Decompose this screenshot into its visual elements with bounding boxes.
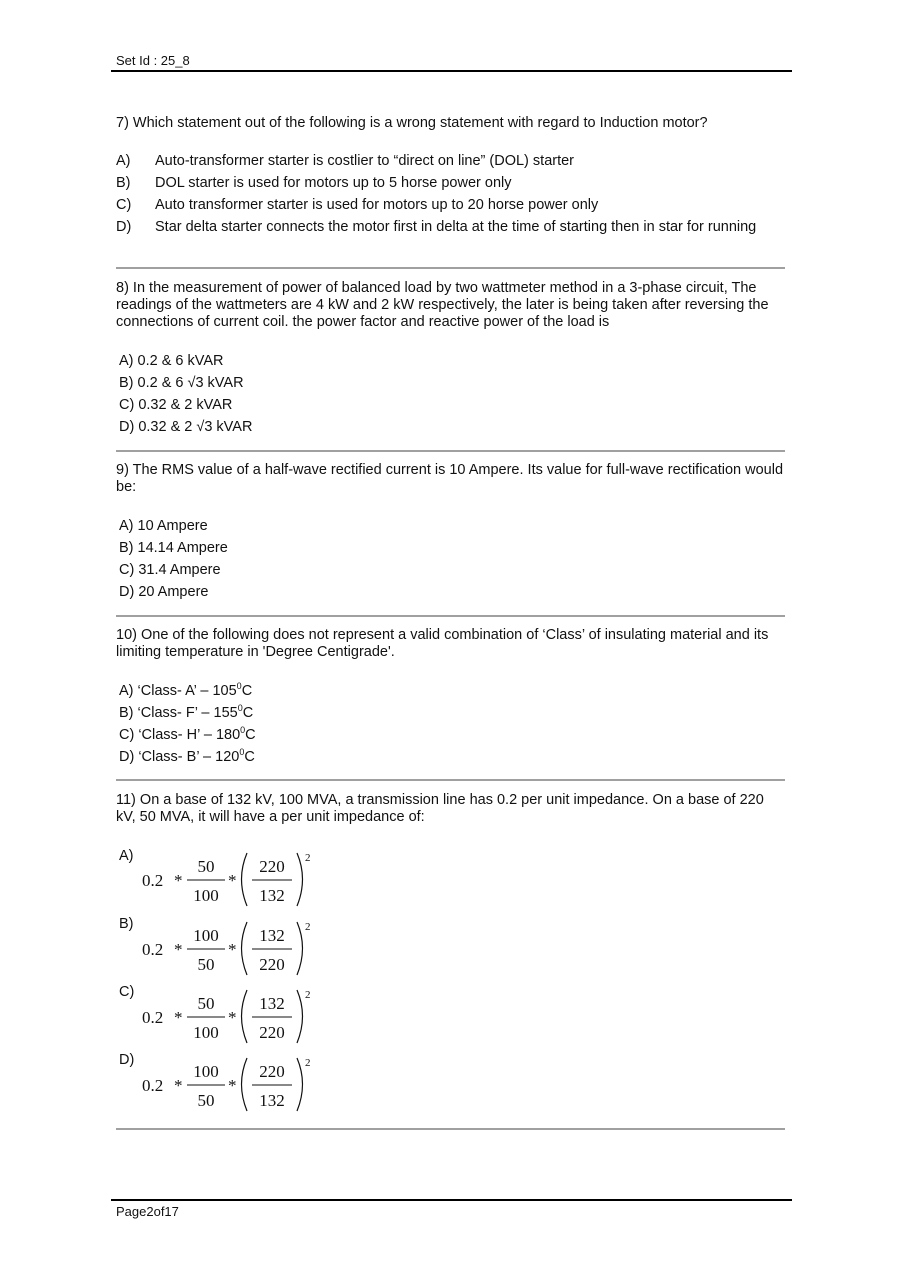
fraction-denominator: 132 bbox=[259, 1091, 285, 1110]
fraction-numerator: 132 bbox=[259, 926, 285, 945]
option-letter: B) bbox=[116, 175, 131, 191]
question-7-text: 7) Which statement out of the following is a wrong statement with regard to Induction motor? bbox=[116, 115, 708, 131]
fraction-numerator: 100 bbox=[193, 926, 219, 945]
left-paren bbox=[242, 1058, 248, 1111]
question-10-text: 10) One of the following does not represent a valid combination of ‘Class’ of insulating material and its limiting temperature in 'Degree Centigrade'. bbox=[116, 627, 769, 660]
q11-option-b-formula bbox=[140, 919, 320, 979]
question-7-options bbox=[116, 153, 786, 259]
fraction-numerator: 220 bbox=[259, 857, 285, 876]
fraction-denominator: 50 bbox=[197, 1091, 215, 1110]
q10-option-a bbox=[119, 683, 252, 700]
fraction-denominator: 220 bbox=[259, 1023, 285, 1042]
right-paren bbox=[297, 990, 303, 1043]
q8-option-b: B) 0.2 & 6 √3 kVAR bbox=[119, 375, 244, 391]
question-divider bbox=[116, 615, 785, 617]
degree-superscript: 0 bbox=[239, 747, 245, 757]
header-rule bbox=[111, 70, 792, 72]
option-unit: C bbox=[245, 727, 256, 743]
formula-coefficient: 0.2 bbox=[142, 1008, 164, 1027]
formula-coefficient: 0.2 bbox=[142, 940, 164, 959]
q10-option-b bbox=[119, 705, 253, 722]
degree-superscript: 0 bbox=[240, 725, 246, 735]
q11-option-d-letter: D) bbox=[119, 1052, 135, 1068]
formula-operator: * bbox=[174, 940, 183, 959]
option-text: C) ‘Class- H’ – 180 bbox=[119, 727, 241, 743]
fraction-denominator: 220 bbox=[259, 955, 285, 974]
footer-rule bbox=[111, 1199, 792, 1201]
set-id: Set Id : 25_8 bbox=[116, 53, 190, 68]
option-letter: C) bbox=[116, 197, 132, 213]
fraction-numerator: 100 bbox=[193, 1062, 219, 1081]
formula-operator: * bbox=[228, 1008, 237, 1027]
question-divider bbox=[116, 450, 785, 452]
option-text: Star delta starter connects the motor first in delta at the time of starting then in star for running bbox=[155, 219, 757, 235]
q11-option-c-formula bbox=[140, 987, 320, 1047]
fraction-numerator: 50 bbox=[197, 994, 215, 1013]
q8-option-c: C) 0.32 & 2 kVAR bbox=[119, 397, 233, 413]
option-text: D) ‘Class- B’ – 120 bbox=[119, 749, 240, 765]
question-divider bbox=[116, 1128, 785, 1130]
q9-option-b: B) 14.14 Ampere bbox=[119, 540, 228, 556]
option-letter: D) bbox=[116, 219, 132, 235]
formula-coefficient: 0.2 bbox=[142, 871, 164, 890]
formula-operator: * bbox=[174, 1076, 183, 1095]
q7-option-d bbox=[116, 219, 786, 259]
fraction-denominator: 132 bbox=[259, 886, 285, 905]
question-11-text: 11) On a base of 132 kV, 100 MVA, a transmission line has 0.2 per unit impedance. On a base of 220 kV, 50 MVA, it will have a per unit impedance of: bbox=[116, 792, 764, 825]
q7-option-b bbox=[116, 175, 786, 197]
left-paren bbox=[242, 990, 248, 1043]
option-unit: C bbox=[242, 705, 254, 721]
q7-option-a bbox=[116, 153, 786, 175]
right-paren bbox=[297, 853, 303, 906]
question-divider bbox=[116, 267, 785, 269]
option-letter: A) bbox=[116, 153, 131, 169]
fraction-denominator: 100 bbox=[193, 1023, 219, 1042]
exponent: 2 bbox=[305, 1057, 311, 1069]
q7-option-c bbox=[116, 197, 786, 219]
question-8-text: 8) In the measurement of power of balanced load by two wattmeter method in a 3-phase circuit, The readings of the wattmeters are 4 kW and 2 kW respectively, the later is being taken after reversing the connections of current coil. the power factor and reactive power of the load is bbox=[116, 280, 769, 330]
formula-operator: * bbox=[174, 871, 183, 890]
formula-coefficient: 0.2 bbox=[142, 1076, 164, 1095]
exponent: 2 bbox=[305, 921, 311, 933]
q9-option-a: A) 10 Ampere bbox=[119, 518, 208, 534]
page-number: Page2of17 bbox=[116, 1204, 179, 1219]
question-divider bbox=[116, 779, 785, 781]
option-unit: C bbox=[241, 683, 253, 699]
q8-option-a: A) 0.2 & 6 kVAR bbox=[119, 353, 224, 369]
q11-option-a-formula bbox=[140, 850, 320, 910]
q9-option-c: C) 31.4 Ampere bbox=[119, 562, 221, 578]
exponent: 2 bbox=[305, 989, 311, 1001]
option-unit: C bbox=[244, 749, 255, 765]
degree-superscript: 0 bbox=[236, 681, 242, 691]
left-paren bbox=[242, 922, 248, 975]
q10-option-d bbox=[119, 749, 255, 766]
degree-superscript: 0 bbox=[237, 703, 243, 713]
formula-operator: * bbox=[174, 1008, 183, 1027]
right-paren bbox=[297, 1058, 303, 1111]
q11-option-a-letter: A) bbox=[119, 848, 134, 864]
option-text: B) ‘Class- F’ – 155 bbox=[119, 705, 238, 721]
fraction-numerator: 132 bbox=[259, 994, 285, 1013]
exponent: 2 bbox=[305, 852, 311, 864]
q11-option-b-letter: B) bbox=[119, 916, 134, 932]
q11-option-d-formula bbox=[140, 1055, 320, 1115]
q11-option-c-letter: C) bbox=[119, 984, 135, 1000]
left-paren bbox=[242, 853, 248, 906]
option-text: A) ‘Class- A’ – 105 bbox=[119, 683, 237, 699]
fraction-numerator: 220 bbox=[259, 1062, 285, 1081]
fraction-numerator: 50 bbox=[197, 857, 215, 876]
formula-operator: * bbox=[228, 1076, 237, 1095]
q8-option-d: D) 0.32 & 2 √3 kVAR bbox=[119, 419, 253, 435]
fraction-denominator: 50 bbox=[197, 955, 215, 974]
option-text: DOL starter is used for motors up to 5 horse power only bbox=[155, 175, 512, 191]
option-text: Auto transformer starter is used for motors up to 20 horse power only bbox=[155, 197, 599, 213]
right-paren bbox=[297, 922, 303, 975]
formula-operator: * bbox=[228, 940, 237, 959]
q10-option-c bbox=[119, 727, 256, 744]
option-text: Auto-transformer starter is costlier to “direct on line” (DOL) starter bbox=[155, 153, 575, 169]
question-9-text: 9) The RMS value of a half-wave rectified current is 10 Ampere. Its value for full-wave rectification would be: bbox=[116, 462, 784, 495]
formula-operator: * bbox=[228, 871, 237, 890]
q9-option-d: D) 20 Ampere bbox=[119, 584, 209, 600]
fraction-denominator: 100 bbox=[193, 886, 219, 905]
